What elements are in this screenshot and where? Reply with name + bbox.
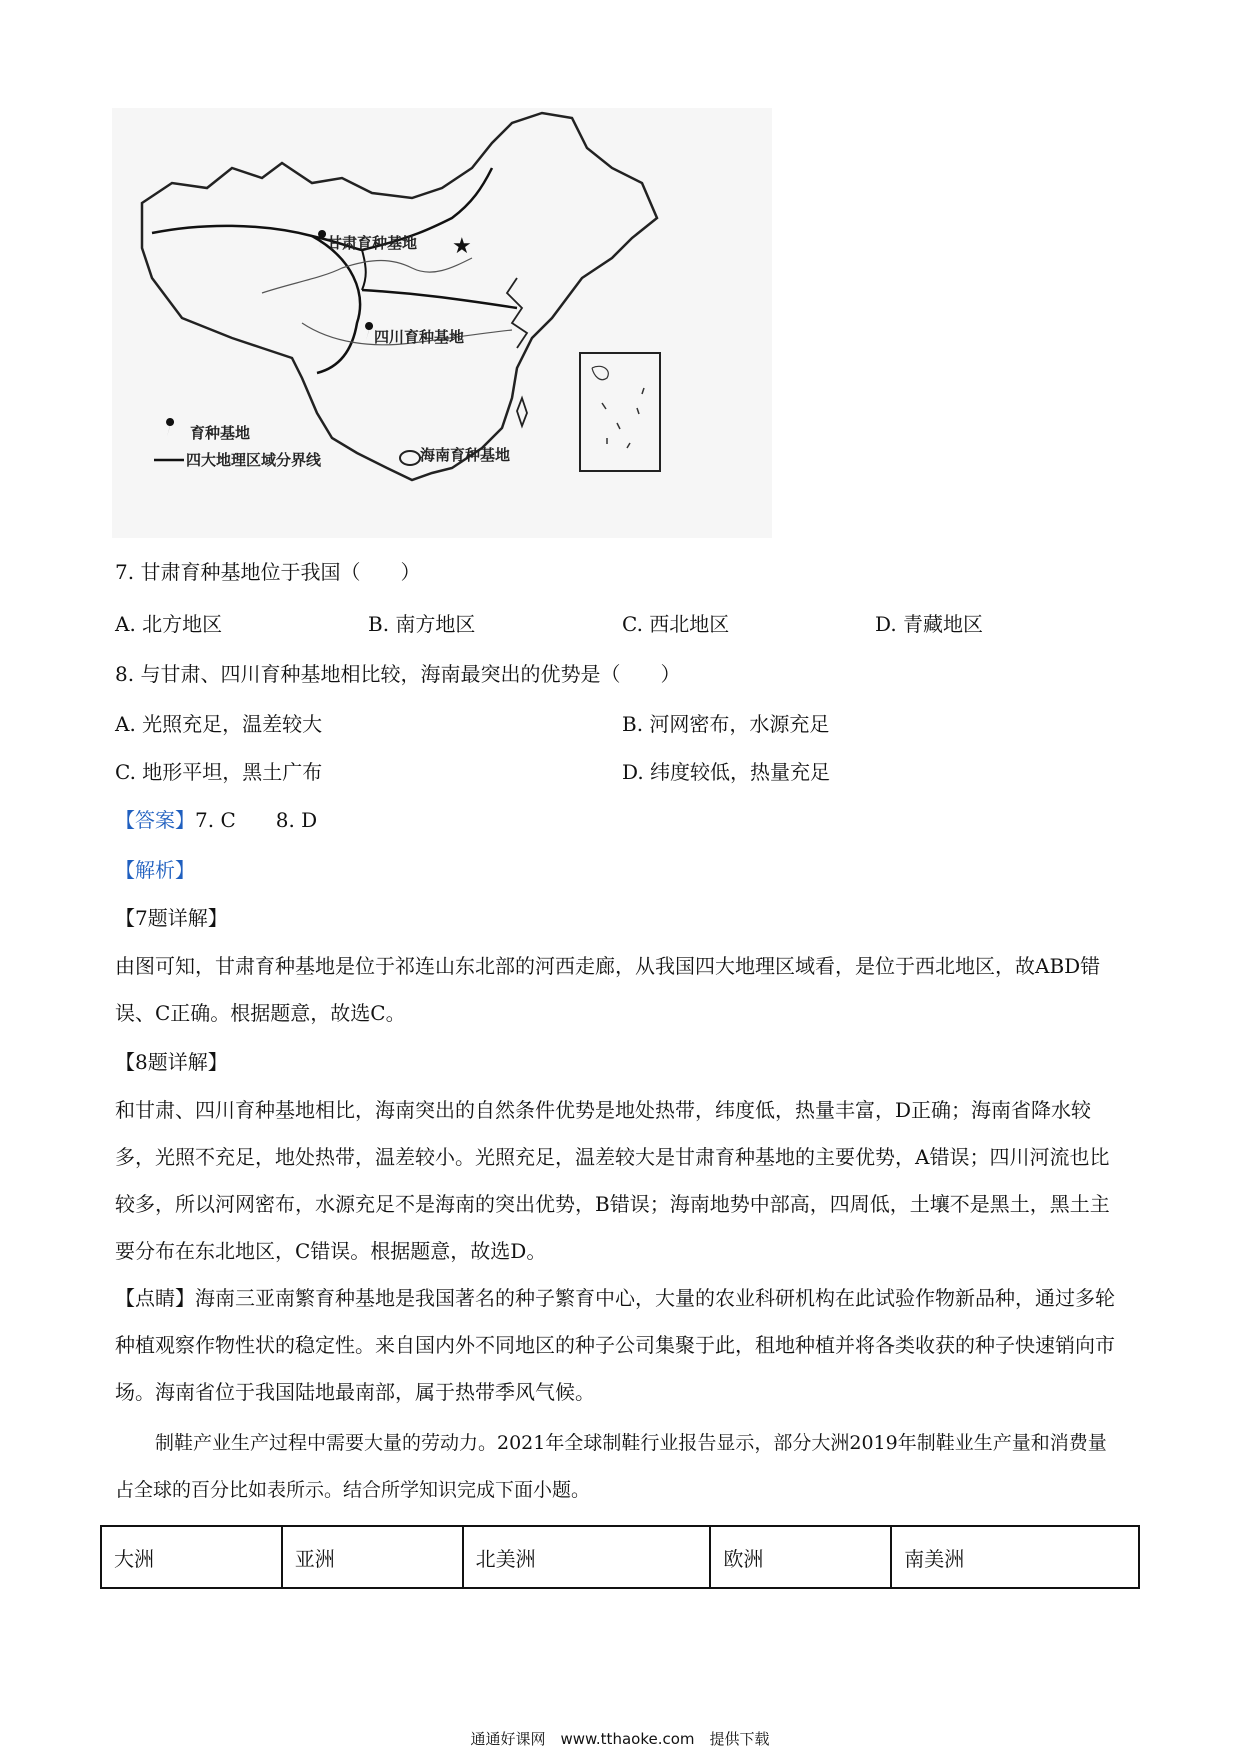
detail-7-text: 由图可知，甘肃育种基地是位于祁连山东北部的河西走廊，从我国四大地理区域看，是位于西北地区，故ABD错误、C正确。根据题意，故选C。 <box>115 954 1101 1025</box>
q8-option-d: D. 纬度较低，热量充足 <box>622 760 831 784</box>
page-footer: 通通好课网 www.tthaoke.com 提供下载 <box>470 1730 770 1748</box>
shoe-industry-intro: 制鞋产业生产过程中需要大量的劳动力。2021年全球制鞋行业报告显示，部分大洲2019年制鞋业生产量和消费量占全球的百分比如表所示。结合所学知识完成下面小题。 <box>115 1432 1107 1501</box>
q8-option-c: C. 地形平坦，黑土广布 <box>115 760 323 784</box>
map-background <box>112 108 772 538</box>
answer-text: 7. C 8. D <box>195 808 318 832</box>
answer-tag: 【答案】 <box>115 808 195 832</box>
question-8: 8. 与甘肃、四川育种基地相比较，海南最突出的优势是（ ） <box>115 662 681 686</box>
q7-option-b: B. 南方地区 <box>368 612 476 636</box>
table-header-row <box>101 1526 1139 1588</box>
answer-line <box>115 808 317 832</box>
table-header-cell: 大洲 <box>101 1526 282 1588</box>
capital-star-icon: ★ <box>452 234 472 259</box>
point-paragraph <box>115 1275 1125 1416</box>
continent-table <box>100 1525 1140 1589</box>
point-tag: 【点睛】 <box>115 1286 195 1310</box>
table-header-cell: 北美洲 <box>463 1526 711 1588</box>
gansu-base-label: 甘肃育种基地 <box>327 234 418 252</box>
china-map-svg <box>112 108 772 538</box>
q7-option-c: C. 西北地区 <box>622 612 730 636</box>
analysis-tag: 【解析】 <box>115 858 195 882</box>
china-map-figure <box>112 108 772 538</box>
sichuan-base-label: 四川育种基地 <box>374 328 465 346</box>
point-text: 海南三亚南繁育种基地是我国著名的种子繁育中心，大量的农业科研机构在此试验作物新品种，通过多轮种植观察作物性状的稳定性。来自国内外不同地区的种子公司集聚于此，租地种植并将各类收获的种子快速销向市场。海南省位于我国陆地最南部，属于热带季风气候。 <box>115 1286 1115 1404</box>
table-header-cell: 南美洲 <box>891 1526 1139 1588</box>
detail-7-heading: 【7题详解】 <box>115 906 228 930</box>
q8-option-a: A. 光照充足，温差较大 <box>115 712 323 736</box>
legend-line-label: 四大地理区域分界线 <box>186 451 322 469</box>
table-header-cell: 亚洲 <box>282 1526 463 1588</box>
question-7: 7. 甘肃育种基地位于我国（ ） <box>115 560 421 584</box>
q8-option-b: B. 河网密布，水源充足 <box>622 712 830 736</box>
detail-8-text: 和甘肃、四川育种基地相比，海南突出的自然条件优势是地处热带，纬度低，热量丰富，D正确；海南省降水较多，光照不充足，地处热带，温差较小。光照充足，温差较大是甘肃育种基地的主要优势，A错误；四川河流也比较多，所以河网密布，水源充足不是海南的突出优势，B错误；海南地势中部高，四周低，土壤不是黑土，黑土主要分布在东北地区，C错误。根据题意，故选D。 <box>115 1098 1110 1263</box>
detail-8-heading: 【8题详解】 <box>115 1050 228 1074</box>
q7-option-a: A. 北方地区 <box>115 612 223 636</box>
table-header-cell: 欧洲 <box>710 1526 891 1588</box>
hainan-base-label: 海南育种基地 <box>420 446 511 464</box>
q7-option-d: D. 青藏地区 <box>875 612 984 636</box>
legend-base-label: 育种基地 <box>190 424 251 442</box>
